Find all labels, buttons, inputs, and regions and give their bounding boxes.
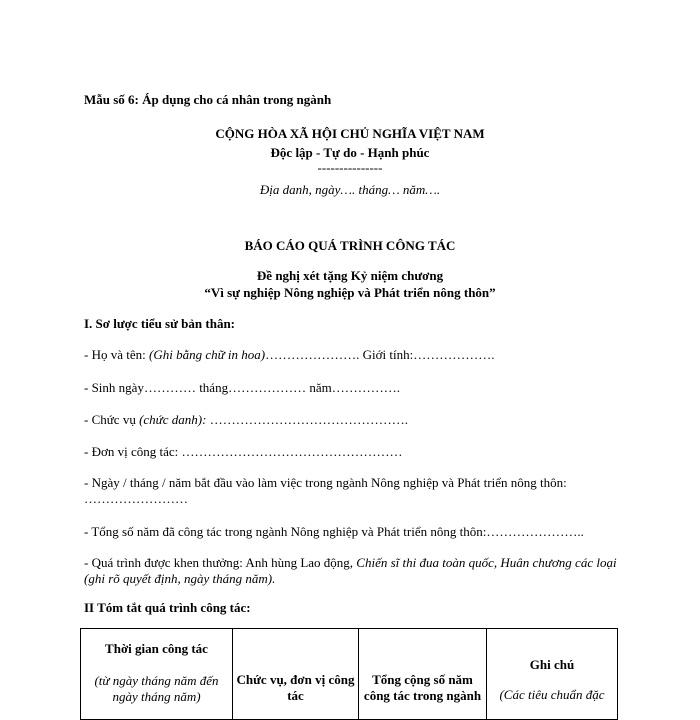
position-dots: ………………………………………. [206, 412, 408, 427]
years-field: - Tổng số năm đã công tác trong ngành Nông nghiệp và Phát triển nông thôn:………………….. [84, 524, 584, 539]
column-header-total-years [359, 629, 487, 720]
column-subtitle: (từ ngày tháng năm đến ngày tháng năm) [94, 673, 219, 705]
report-title: BÁO CÁO QUÁ TRÌNH CÔNG TÁC [244, 238, 456, 253]
column-header-time [81, 629, 233, 720]
column-title: Thời gian công tác [105, 641, 208, 656]
unit-field: - Đơn vị công tác: …………………………………………… [84, 444, 403, 459]
motto: Độc lập - Tự do - Hạnh phúc [270, 145, 430, 160]
proposal-line2: “Vì sự nghiệp Nông nghiệp và Phát triển nông thôn” [204, 285, 496, 300]
work-history-table [80, 628, 618, 720]
column-title: Ghi chú [529, 657, 575, 672]
column-header-position [233, 629, 359, 720]
start-date-dots: …………………… [84, 491, 188, 506]
position-prefix: - Chức vụ [84, 412, 140, 427]
header-divider: --------------- [317, 160, 383, 175]
place-date: Địa danh, ngày…. tháng… năm…. [259, 182, 441, 197]
national-title: CỘNG HÒA XÃ HỘI CHỦ NGHĨA VIỆT NAM [215, 126, 485, 141]
column-subtitle: (Các tiêu chuẩn đặc [499, 687, 605, 702]
birth-field: - Sinh ngày………… tháng……………… năm……………. [84, 380, 400, 395]
column-title: Chức vụ, đơn vị công tác [236, 672, 355, 704]
awards-prefix: - Quá trình được khen thưởng: Anh hùng Lao động, [84, 555, 357, 570]
section1-heading: I. Sơ lược tiểu sử bản thân: [84, 316, 235, 331]
column-header-notes [487, 629, 618, 720]
column-title: Tổng cộng số năm công tác trong ngành [363, 672, 482, 704]
awards-field [84, 555, 619, 588]
section2-heading: II Tóm tắt quá trình công tác: [84, 600, 251, 615]
awards-hint: Chiến sĩ thi đua toàn quốc, Huân chương các loại (ghi rõ quyết định, ngày tháng năm). [84, 555, 617, 587]
position-field [84, 412, 408, 428]
start-date-field: - Ngày / tháng / năm bắt đầu vào làm việc trong ngành Nông nghiệp và Phát triển nông thôn: [84, 475, 567, 490]
position-hint: (chức danh): [139, 412, 207, 427]
form-number: Mẫu số 6: Áp dụng cho cá nhân trong ngành [84, 92, 332, 107]
name-hint: (Ghi bằng chữ in hoa) [148, 347, 266, 362]
name-prefix: - Họ và tên: [84, 347, 149, 362]
name-field [84, 347, 494, 363]
name-rest: …………………. Giới tính:………………. [265, 347, 495, 362]
proposal-line1: Đề nghị xét tặng Kỷ niệm chương [256, 268, 444, 283]
table-header-row [81, 629, 618, 720]
